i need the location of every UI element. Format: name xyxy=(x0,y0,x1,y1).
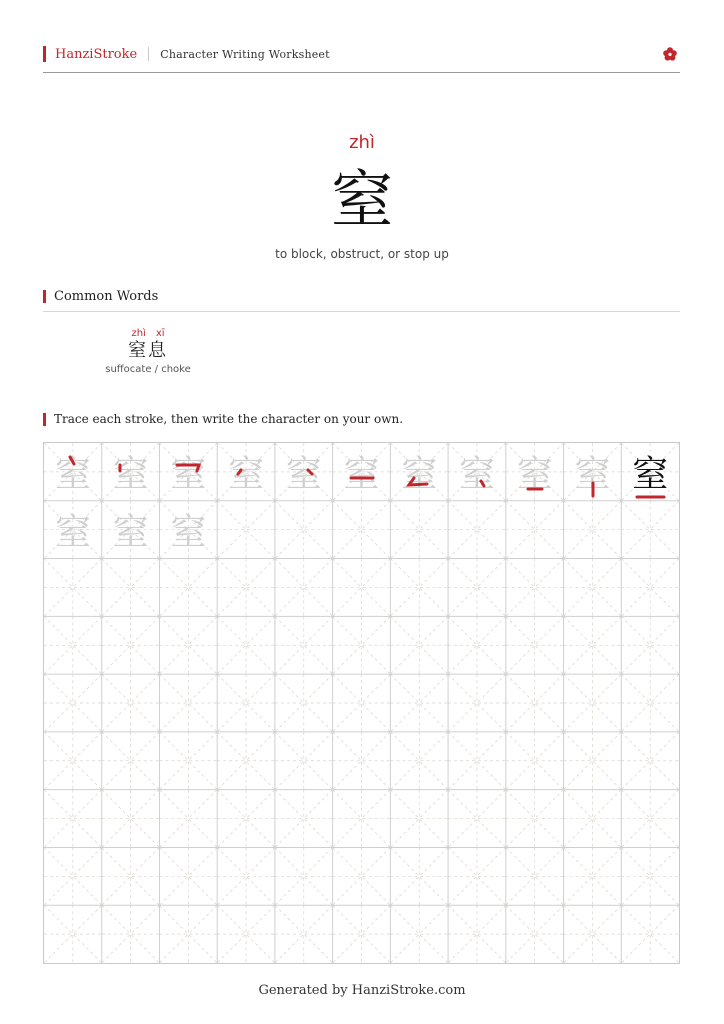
common-word-pinyin-syllable: xī xyxy=(155,328,165,339)
plum-blossom-icon xyxy=(662,46,678,62)
practice-character: 窒 xyxy=(112,454,149,496)
common-word-meaning: suffocate / choke xyxy=(105,364,191,375)
stroke-path xyxy=(308,470,312,474)
stroke-path xyxy=(177,465,199,471)
stroke-path xyxy=(238,470,241,474)
practice-cells xyxy=(44,443,679,963)
stroke-order-cell xyxy=(621,443,679,501)
current-stroke-mark xyxy=(44,443,102,501)
stroke-order-cell xyxy=(275,443,333,501)
practice-character: 窒 xyxy=(574,454,611,496)
worksheet-subtitle: Character Writing Worksheet xyxy=(160,47,330,61)
brand-name[interactable]: HanziStroke xyxy=(55,46,138,62)
current-stroke-mark xyxy=(390,443,448,501)
trace-cell xyxy=(44,501,102,559)
practice-character: 窒 xyxy=(170,454,207,496)
practice-heading xyxy=(43,411,403,427)
stroke-order-cell xyxy=(44,443,102,501)
section-accent-bar xyxy=(43,413,46,426)
stroke-order-cell xyxy=(333,443,391,501)
practice-grid xyxy=(43,442,680,964)
current-stroke-mark xyxy=(159,443,217,501)
stroke-path xyxy=(70,457,74,464)
practice-character: 窒 xyxy=(54,512,91,554)
current-stroke-mark xyxy=(102,443,160,501)
practice-instruction: Trace each stroke, then write the character on your own. xyxy=(54,412,404,426)
practice-character: 窒 xyxy=(285,454,322,496)
footer-credit: Generated by HanziStroke.com xyxy=(258,983,466,998)
stroke-order-cell xyxy=(564,443,622,501)
stroke-order-cell xyxy=(159,443,217,501)
practice-character: 窒 xyxy=(516,454,553,496)
trace-cell xyxy=(102,501,160,559)
header-divider xyxy=(43,72,680,73)
current-stroke-mark xyxy=(621,443,679,501)
stroke-order-cell xyxy=(102,443,160,501)
common-word-item xyxy=(100,328,196,375)
worksheet-header xyxy=(43,44,680,64)
current-stroke-mark xyxy=(564,443,622,501)
common-word-pinyin xyxy=(100,328,196,339)
practice-character: 窒 xyxy=(343,454,380,496)
practice-character: 窒 xyxy=(401,454,438,496)
practice-character: 窒 xyxy=(458,454,495,496)
stroke-order-cell xyxy=(390,443,448,501)
common-word-hanzi: 窒息 xyxy=(128,340,168,361)
header-separator xyxy=(148,47,149,61)
character-glyph: 窒 xyxy=(330,163,393,236)
stroke-path xyxy=(409,478,427,485)
common-words-title: Common Words xyxy=(54,288,159,304)
stroke-path xyxy=(481,481,484,486)
current-stroke-mark xyxy=(448,443,506,501)
character-pinyin: zhì xyxy=(349,132,375,153)
character-meaning: to block, obstruct, or stop up xyxy=(275,247,449,261)
common-word-pinyin-syllable: zhì xyxy=(131,328,146,339)
common-words-divider xyxy=(43,311,680,312)
current-stroke-mark xyxy=(217,443,275,501)
common-words-heading xyxy=(43,288,158,304)
practice-character: 窒 xyxy=(170,512,207,554)
brand-accent-bar xyxy=(43,46,46,62)
section-accent-bar xyxy=(43,290,46,303)
stroke-order-cell xyxy=(448,443,506,501)
practice-character: 窒 xyxy=(54,454,91,496)
practice-character: 窒 xyxy=(228,454,265,496)
practice-character: 窒 xyxy=(632,454,669,496)
stroke-order-cell xyxy=(506,443,564,501)
stroke-order-cell xyxy=(217,443,275,501)
current-stroke-mark xyxy=(275,443,333,501)
current-stroke-mark xyxy=(333,443,391,501)
practice-character: 窒 xyxy=(112,512,149,554)
trace-cell xyxy=(159,501,217,559)
current-stroke-mark xyxy=(506,443,564,501)
